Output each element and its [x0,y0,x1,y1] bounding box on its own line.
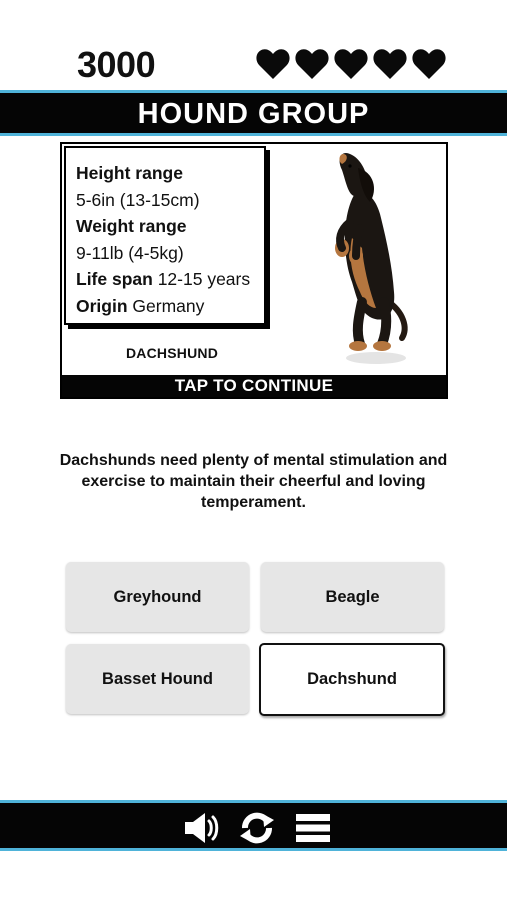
answer-button-beagle[interactable]: Beagle [261,562,444,632]
tap-to-continue-button[interactable]: TAP TO CONTINUE [62,375,446,397]
answer-button-basset-hound[interactable]: Basset Hound [66,644,249,714]
restart-icon [237,811,277,845]
origin-label: Origin [76,295,128,316]
life-span-label: Life span [76,269,153,289]
answer-button-greyhound[interactable]: Greyhound [66,562,249,632]
menu-icon [296,811,330,845]
breed-description: Dachshunds need plenty of mental stimulation and exercise to maintain their cheerful and loving temperament. [59,452,448,511]
height-label: Height range [76,163,183,183]
heart-icon [334,48,368,80]
score-display: 3000 [77,44,156,85]
weight-value: 9-11lb (4-5kg) [76,242,184,263]
heart-icon [256,48,290,80]
sound-toggle-button[interactable] [183,811,221,845]
breed-card[interactable] [60,142,448,399]
group-title: HOUND GROUP [137,98,370,130]
origin-row [76,293,264,320]
dachshund-image [312,152,422,384]
menu-button[interactable] [296,811,330,845]
heart-icon [412,48,446,80]
restart-button[interactable] [237,811,277,845]
speaker-icon [183,811,221,845]
life-span-value: 12-15 years [157,269,251,289]
breed-info-box [64,146,266,325]
heart-icon [373,48,407,80]
weight-label: Weight range [76,216,187,236]
origin-value: Germany [132,295,205,316]
life-span-row [76,266,264,293]
heart-icon [295,48,329,80]
answer-button-dachshund[interactable]: Dachshund [259,643,445,716]
height-value: 5-6in (13-15cm) [76,189,200,210]
breed-name: DACHSHUND [125,345,219,361]
bottom-control-bar [0,800,507,851]
lives-hearts [256,48,446,82]
header-banner [0,90,507,136]
